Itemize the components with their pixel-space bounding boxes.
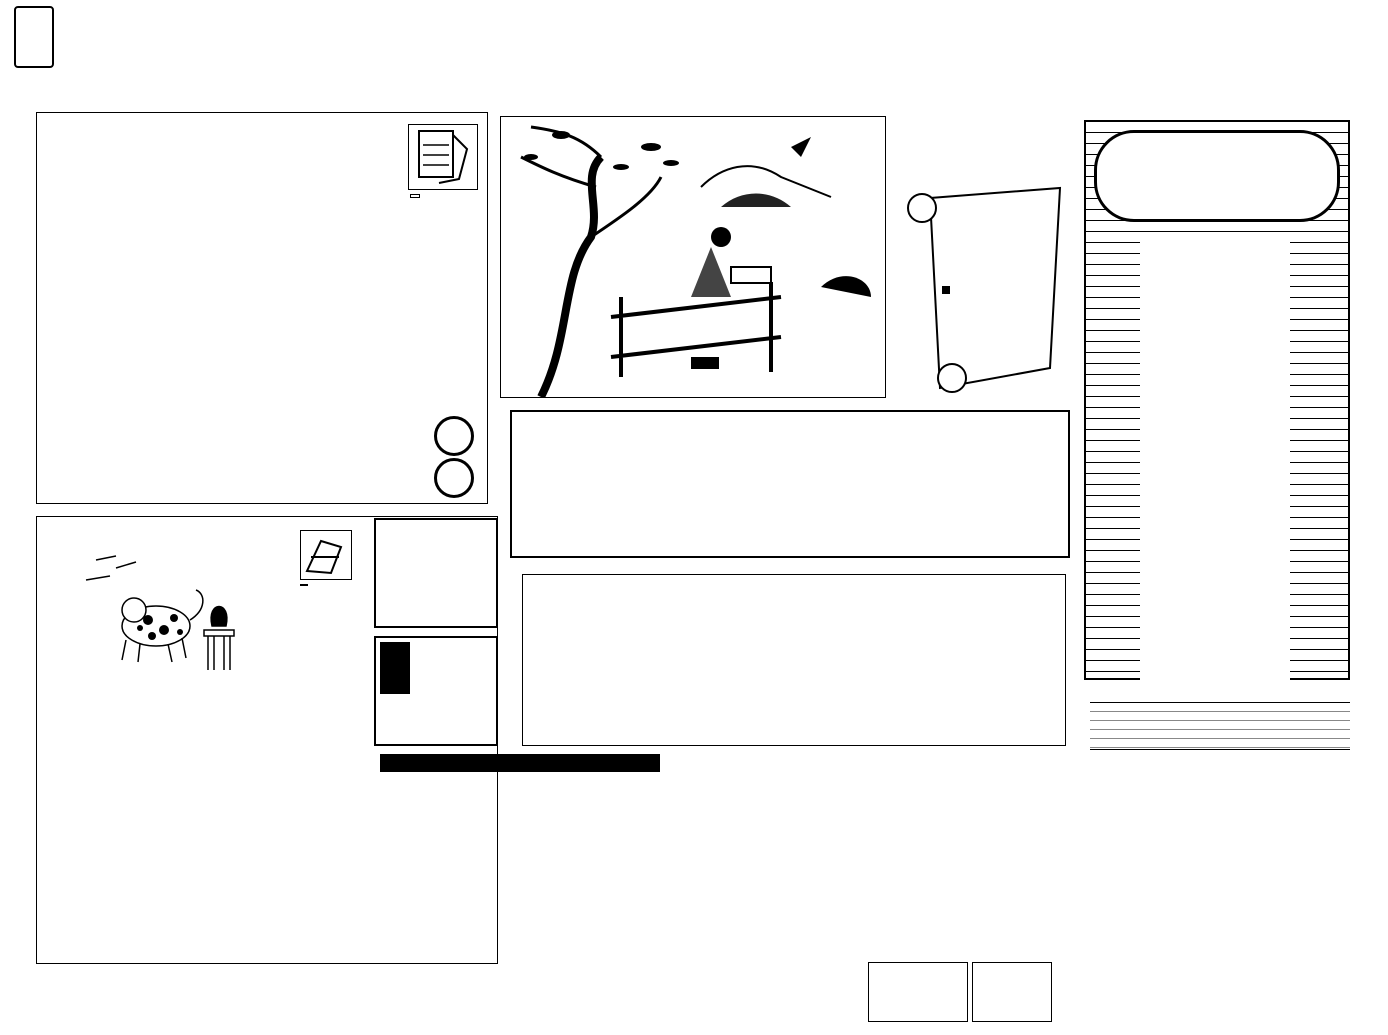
- wave-label: [410, 194, 420, 198]
- zodiac-panel: [522, 574, 1066, 746]
- painter-icon: [300, 530, 352, 580]
- results-dot-grid: [660, 760, 1356, 956]
- cold-number-1: [434, 416, 474, 456]
- brand-title: [1140, 240, 1290, 680]
- cold-number-2: [434, 458, 474, 498]
- left-band: [8, 112, 34, 980]
- corner-bracket-icon: [14, 6, 54, 68]
- riddle-label: [300, 584, 308, 586]
- top-band: [0, 88, 1388, 112]
- bottom-band: [0, 980, 1388, 1004]
- brand-name: [1094, 130, 1340, 222]
- period-label: [380, 642, 410, 694]
- scroll-text: [948, 196, 1066, 376]
- notice-text: [72, 286, 412, 492]
- wave-icon: [408, 124, 478, 190]
- year-count-label: [378, 522, 414, 594]
- thumbnail-1: [868, 962, 968, 1022]
- farmer-illustration: [501, 117, 885, 397]
- riddle-text: [168, 604, 364, 934]
- illustration-panel: [500, 116, 886, 398]
- right-band: [1364, 112, 1388, 980]
- horse-badge: [516, 418, 602, 516]
- thumbnail-2: [972, 962, 1052, 1022]
- schedule-notes: [1090, 702, 1350, 750]
- results-title: [380, 754, 660, 772]
